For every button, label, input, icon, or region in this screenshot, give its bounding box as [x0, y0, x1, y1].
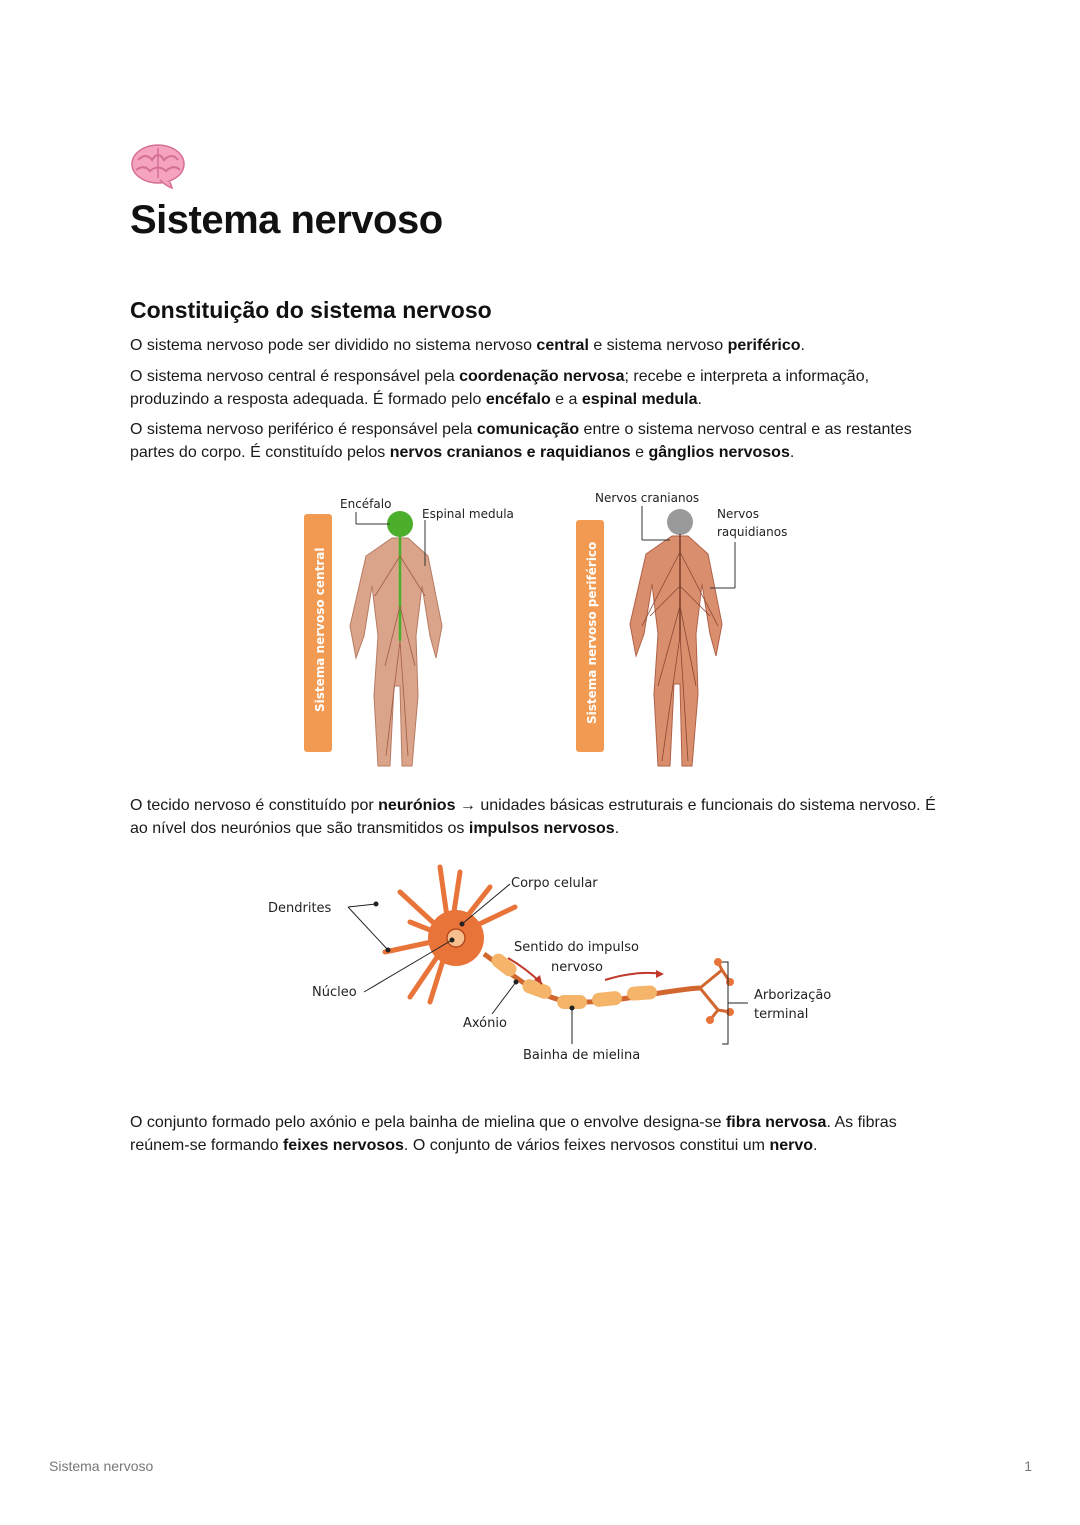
label-corpo-celular: Corpo celular [511, 876, 598, 891]
impulse-arrow-2 [605, 973, 662, 980]
neuron-cell-body [385, 867, 515, 1002]
paragraph-neurons: O tecido nervoso é constituído por neurónios → unidades básicas estruturais e funcionais do sistema nervoso. É ao nível dos neurónios que são transmitidos os impulsos nervosos. [130, 797, 936, 837]
central-bar-label: Sistema nervoso central [313, 547, 327, 712]
label-nervos-raquidianos-1: Nervos [717, 507, 759, 521]
label-nervos-raquidianos-2: raquidianos [717, 525, 788, 539]
footer-page-number: 1 [1024, 1458, 1032, 1474]
neuron-figure [260, 862, 850, 1072]
label-dendrites: Dendrites [268, 901, 332, 916]
paragraph-nerve-fiber: O conjunto formado pelo axónio e pela bainha de mielina que o envolve designa-se fibra nervosa. As fibras reúnem-se formando feixes nervosos. O conjunto de vários feixes nervosos constitui um nervo. [130, 1114, 897, 1154]
label-arborizacao-2: terminal [754, 1007, 809, 1022]
terminal-arborization [700, 958, 734, 1024]
paragraph-peripheral: O sistema nervoso periférico é responsável pela comunicação entre o sistema nervoso central e as restantes partes do corpo. É constituído pelos nervos cranianos e raquidianos e gânglios nervosos. [130, 421, 912, 461]
peripheral-bar-label: Sistema nervoso periférico [585, 541, 599, 724]
label-sentido-impulso-1: Sentido do impulso [514, 940, 639, 955]
paragraph-divisions: O sistema nervoso pode ser dividido no sistema nervoso central e sistema nervoso periférico. [130, 337, 805, 354]
label-encefalo: Encéfalo [340, 497, 392, 511]
label-espinal-medula: Espinal medula [422, 507, 514, 521]
label-arborizacao-1: Arborização [754, 988, 832, 1003]
label-axonio: Axónio [463, 1016, 507, 1031]
section-heading: Constituição do sistema nervoso [130, 297, 492, 323]
paragraph-central: O sistema nervoso central é responsável pela coordenação nervosa; recebe e interpreta a informação, produzindo a resposta adequada. É formado pelo encéfalo e a espinal medula. [130, 368, 870, 408]
body-central [350, 511, 442, 766]
nervous-system-figure [290, 486, 810, 776]
label-bainha-mielina: Bainha de mielina [523, 1048, 641, 1063]
label-nucleo: Núcleo [312, 985, 357, 1000]
footer-doc-name: Sistema nervoso [49, 1458, 154, 1474]
body-peripheral [630, 509, 722, 766]
label-nervos-cranianos: Nervos cranianos [595, 491, 700, 505]
brain-icon [130, 142, 186, 190]
page-title: Sistema nervoso [130, 198, 443, 242]
label-sentido-impulso-2: nervoso [551, 960, 603, 975]
